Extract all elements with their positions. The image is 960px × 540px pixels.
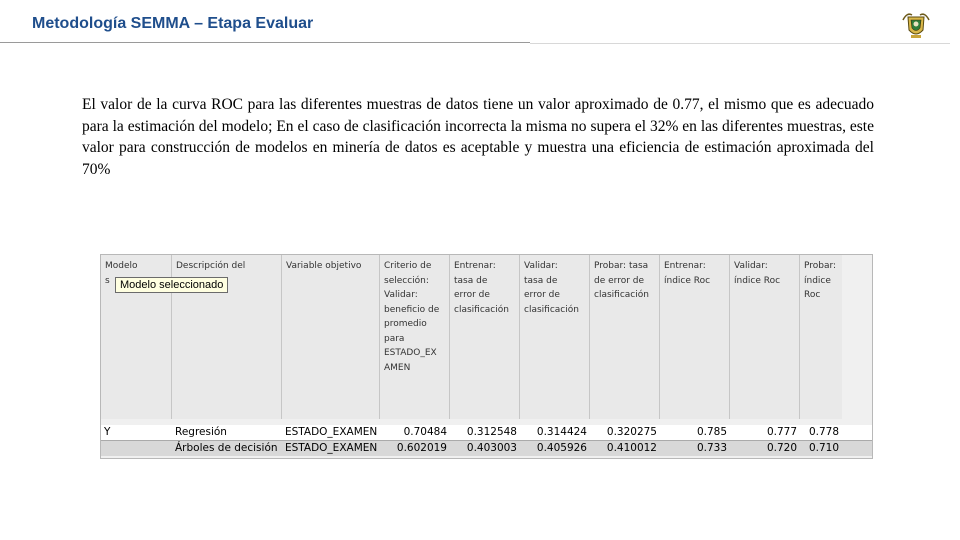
- table-cell: 0.710: [808, 442, 839, 454]
- title-divider-light: [530, 43, 950, 44]
- column-header[interactable]: Validar: índice Roc: [730, 255, 800, 419]
- column-header[interactable]: Probar: tasa de error de clasificación: [590, 255, 660, 419]
- university-crest-icon: [899, 8, 933, 42]
- header-fragment: s: [105, 275, 110, 286]
- table-cell: 0.785: [696, 426, 727, 438]
- table-cell: 0.410012: [606, 442, 657, 454]
- evaluation-paragraph: El valor de la curva ROC para las diferentes muestras de datos tiene un valor aproximado de 0.77, el mismo que es adecuado para la estimación del modelo; En el caso de clasificación incorrecta la misma no supera el 32% en las diferentes muestras, este valor para construcción de modelos en minería de datos es aceptable y muestra una eficiencia de estimación aproximada del 70%: [82, 96, 874, 178]
- table-cell: Árboles de decisión: [175, 442, 278, 454]
- column-header[interactable]: Entrenar: índice Roc: [660, 255, 730, 419]
- table-cell: 0.733: [696, 442, 727, 454]
- table-cell: 0.720: [766, 442, 797, 454]
- table-cell: ESTADO_EXAMEN: [285, 442, 378, 454]
- column-header[interactable]: Validar: tasa de error de clasificación: [520, 255, 590, 419]
- table-cell: Y: [104, 426, 111, 438]
- table-cell: 0.70484: [403, 426, 447, 438]
- column-header[interactable]: Descripción del: [172, 255, 282, 419]
- table-cell: Regresión: [175, 426, 227, 438]
- table-cell: ESTADO_EXAMEN: [285, 426, 378, 438]
- column-header[interactable]: Probar: índice Roc: [800, 255, 842, 419]
- table-row[interactable]: [101, 425, 872, 440]
- model-comparison-table: [100, 254, 873, 459]
- table-cell: 0.405926: [536, 442, 587, 454]
- slide-title: Metodología SEMMA – Etapa Evaluar: [32, 15, 314, 32]
- table-cell: [101, 441, 172, 456]
- title-divider: [0, 42, 530, 43]
- column-header[interactable]: Variable objetivo: [282, 255, 380, 419]
- table-cell: 0.314424: [536, 426, 587, 438]
- table-cell: 0.403003: [466, 442, 517, 454]
- table-cell: 0.777: [766, 426, 797, 438]
- column-header[interactable]: Entrenar: tasa de error de clasificación: [450, 255, 520, 419]
- table-cell: 0.312548: [466, 426, 517, 438]
- column-header[interactable]: Modelo s: [101, 255, 172, 419]
- table-cell: 0.320275: [606, 426, 657, 438]
- model-tooltip: Modelo seleccionado: [115, 277, 228, 293]
- column-header[interactable]: Criterio de selección: Validar: beneficio de promedio para ESTADO_EX AMEN: [380, 255, 450, 419]
- table-cell: 0.602019: [396, 442, 447, 454]
- table-row[interactable]: [101, 440, 872, 456]
- table-cell: 0.778: [808, 426, 839, 438]
